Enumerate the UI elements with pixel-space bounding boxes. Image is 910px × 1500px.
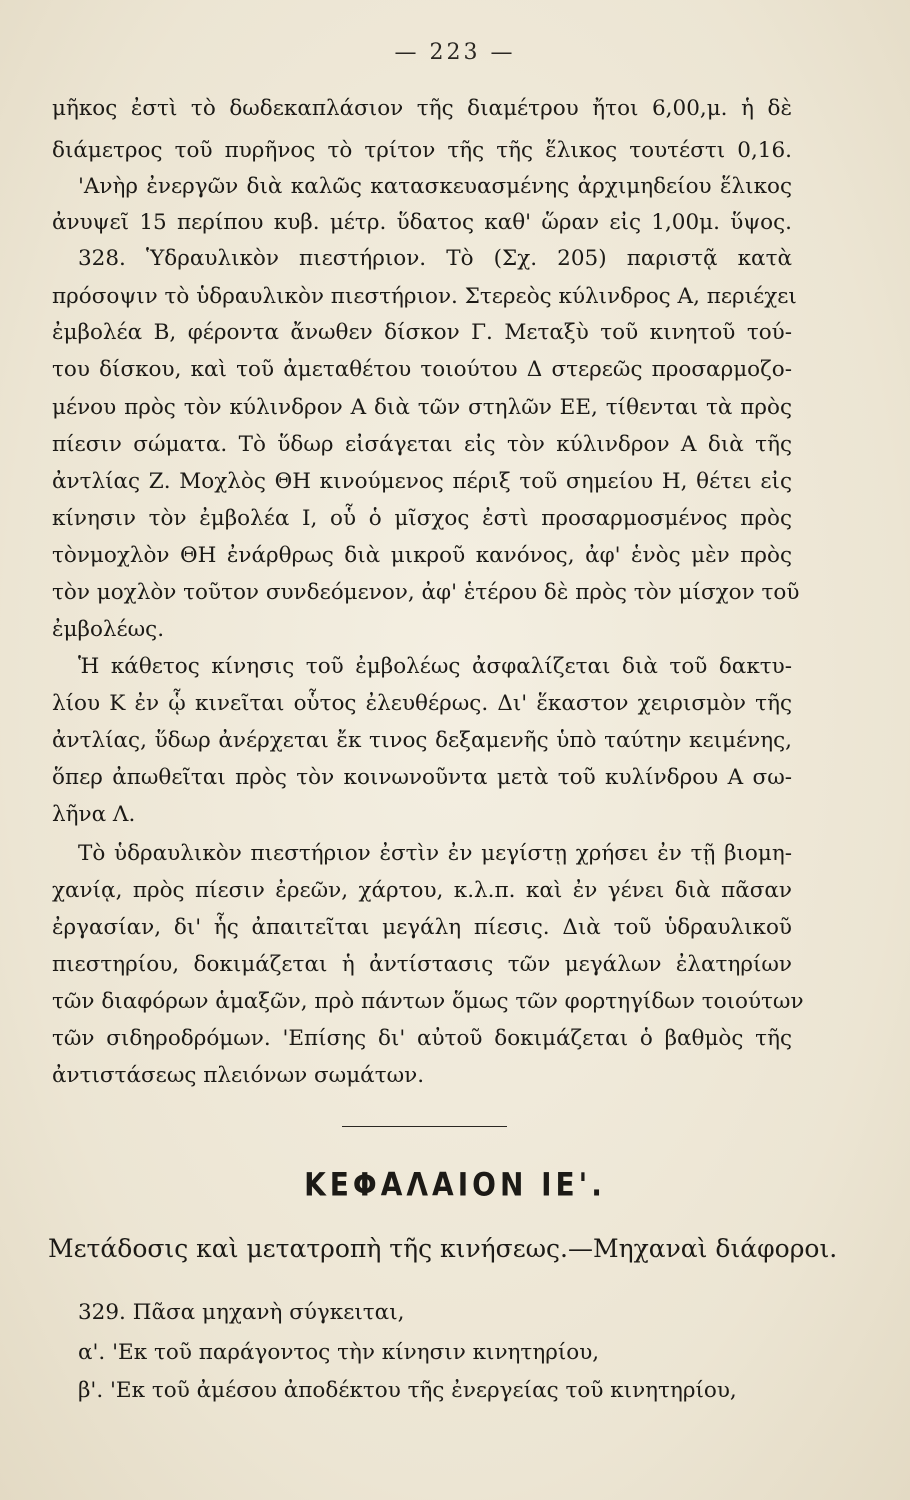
text-line: λῆνα Λ. xyxy=(52,802,136,827)
text-line: ἀντλίας, ὕδωρ ἀνέρχεται ἔκ τινος δεξαμενῆς ὑπὸ ταύτην κειμένης, xyxy=(52,728,792,753)
text-line: πίεσιν σώματα. Τὸ ὕδωρ εἰσάγεται εἰς τὸν κύλινδρον Α διὰ τῆς xyxy=(52,432,792,457)
text-line: ἐμβολέα Β, φέροντα ἄνωθεν δίσκον Γ. Μεταξὺ τοῦ κινητοῦ τού- xyxy=(52,320,792,345)
text-line: ἐμβολέως. xyxy=(52,617,165,642)
text-line: Τὸ ὑδραυλικὸν πιεστήριον ἐστὶν ἐν μεγίστῃ χρήσει ἐν τῇ βιομη- xyxy=(78,841,792,866)
list-item: α'. 'Εκ τοῦ παράγοντος τὴν κίνησιν κινητηρίου, xyxy=(78,1340,600,1365)
text-line: μῆκος ἐστὶ τὸ δωδεκαπλάσιον τῆς διαμέτρου ἤτοι 6,00,μ. ἡ δὲ xyxy=(52,96,792,121)
text-line: τῶν σιδηροδρόμων. 'Επίσης δι' αὐτοῦ δοκιμάζεται ὁ βαθμὸς τῆς xyxy=(52,1026,792,1051)
text-line: ὅπερ ἀπωθεῖται πρὸς τὸν κοινωνοῦντα μετὰ τοῦ κυλίνδρου Α σω- xyxy=(52,765,792,790)
text-line: μένου πρὸς τὸν κύλινδρον Α διὰ τῶν στηλῶν ΕΕ, τίθενται τὰ πρὸς xyxy=(52,395,792,420)
text-line: πρόσοψιν τὸ ὑδραυλικὸν πιεστήριον. Στερεὸς κύλινδρος Α, περιέχει xyxy=(52,284,797,309)
text-line: κίνησιν τὸν ἐμβολέα Ι, οὗ ὁ μῖσχος ἐστὶ προσαρμοσμένος πρὸς xyxy=(52,506,792,531)
list-item: β'. 'Εκ τοῦ ἀμέσου ἀποδέκτου τῆς ἐνεργείας τοῦ κινητηρίου, xyxy=(78,1378,737,1403)
chapter-subtitle: Μετάδοσις καὶ μετατροπὴ τῆς κινήσεως.—Μηχαναὶ διάφοροι. xyxy=(48,1234,838,1263)
chapter-title: ΚΕΦΑΛΑΙΟΝ ΙΕ'. xyxy=(304,1165,606,1204)
text-line: χανίᾳ, πρὸς πίεσιν ἐρεῶν, χάρτου, κ.λ.π. καὶ ἐν γένει διὰ πᾶσαν xyxy=(52,878,792,903)
text-line: ἐργασίαν, δι' ἧς ἀπαιτεῖται μεγάλη πίεσις. Διὰ τοῦ ὑδραυλικοῦ xyxy=(52,915,792,940)
text-line: διάμετρος τοῦ πυρῆνος τὸ τρίτον τῆς τῆς ἕλικος τουτέστι 0,16. xyxy=(52,138,792,163)
text-line: πιεστηρίου, δοκιμάζεται ἡ ἀντίστασις τῶν μεγάλων ἐλατηρίων xyxy=(52,952,792,977)
text-line: τῶν διαφόρων ἁμαξῶν, πρὸ πάντων ὅμως τῶν φορτηγίδων τοιούτων xyxy=(52,989,804,1014)
text-line: ἀνυψεῖ 15 περίπου κυβ. μέτρ. ὕδατος καθ' ὥραν εἰς 1,00μ. ὕψος. xyxy=(52,210,792,235)
text-line: λίου Κ ἐν ᾧ κινεῖται οὗτος ἐλευθέρως. Δι' ἕκαστον χειρισμὸν τῆς xyxy=(52,691,792,716)
list-item: 329. Πᾶσα μηχανὴ σύγκειται, xyxy=(78,1300,405,1325)
text-line: ἀντλίας Ζ. Μοχλὸς ΘΗ κινούμενος πέριξ τοῦ σημείου Η, θέτει εἰς xyxy=(52,469,792,494)
section-heading-line: 328. Ὑδραυλικὸν πιεστήριον. Τὸ (Σχ. 205) παριστᾷ κατὰ xyxy=(78,246,792,271)
text-line: τὸνμοχλὸν ΘΗ ἐνάρθρως διὰ μικροῦ κανόνος, ἀφ' ἑνὸς μὲν πρὸς xyxy=(52,543,792,568)
text-line: Ἡ κάθετος κίνησις τοῦ ἐμβολέως ἀσφαλίζεται διὰ τοῦ δακτυ- xyxy=(78,654,792,679)
page-number: — 223 — xyxy=(394,40,516,65)
text-line: τὸν μοχλὸν τοῦτον συνδεόμενον, ἀφ' ἑτέρου δὲ πρὸς τὸν μίσχον τοῦ xyxy=(52,580,800,605)
text-line: 'Ανὴρ ἐνεργῶν διὰ καλῶς κατασκευασμένης ἀρχιμηδείου ἕλικος xyxy=(78,174,792,199)
text-line: ἀντιστάσεως πλειόνων σωμάτων. xyxy=(52,1063,425,1088)
section-divider xyxy=(342,1126,507,1127)
text-line: του δίσκου, καὶ τοῦ ἀμεταθέτου τοιούτου Δ στερεῶς προσαρμοζο- xyxy=(52,357,792,382)
